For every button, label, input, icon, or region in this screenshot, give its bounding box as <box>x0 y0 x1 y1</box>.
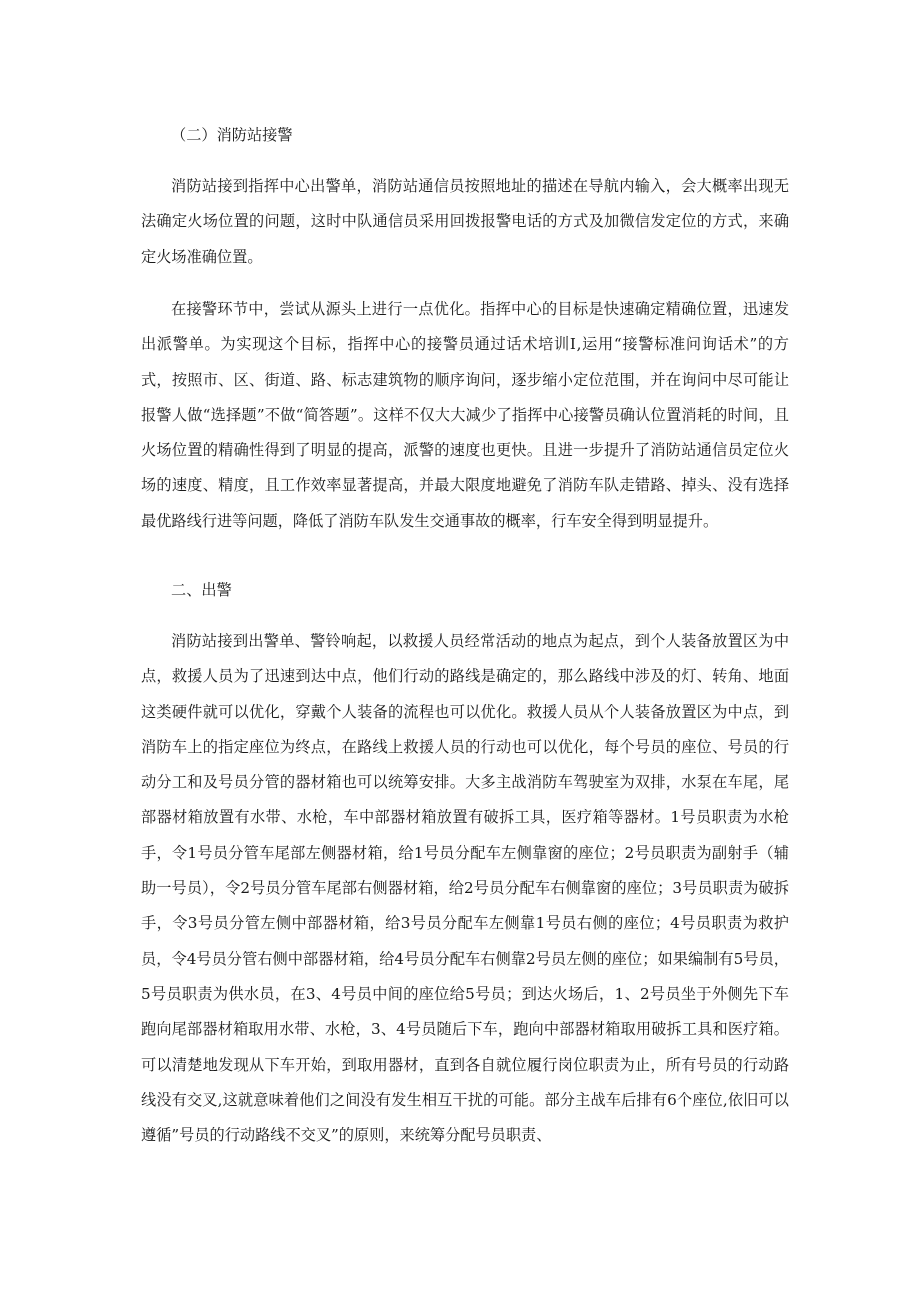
section-heading-fire-station-alarm: （二）消防站接警 <box>171 126 293 144</box>
paragraph-location-problem: 消防站接到指挥中心出警单，消防站通信员按照地址的描述在导航内输入，会大概率出现无法确定火场位置的问题，这时中队通信员采用回拨报警电话的方式及加微信发定位的方式，来确定火场准确位置。 <box>141 177 789 266</box>
paragraph-optimization: 在接警环节中，尝试从源头上进行一点优化。指挥中心的目标是快速确定精确位置，迅速发出派警单。为实现这个目标，指挥中心的接警员通过话术培训Ⅰ,运用“接警标准问询话术”的方式，按照市、区、街道、路、标志建筑物的顺序询问，逐步缩小定位范围，并在询问中尽可能让报警人做“选择题”不做“简答题”。这样不仅大大减少了指挥中心接警员确认位置消耗的时间，且火场位置的精确性得到了明显的提高，派警的速度也更快。且进一步提升了消防站通信员定位火场的速度、精度，且工作效率显著提高，并最大限度地避免了消防车队走错路、掉头、没有选择最优路线行进等问题，降低了消防车队发生交通事故的概率，行车安全得到明显提升。 <box>141 300 789 530</box>
paragraph-crew-roles: 消防站接到出警单、警铃响起，以救援人员经常活动的地点为起点，到个人装备放置区为中点，救援人员为了迅速到达中点，他们行动的路线是确定的，那么路线中涉及的灯、转角、地面这类硬件就可以优化，穿戴个人装备的流程也可以优化。救援人员从个人装备放置区为中点，到消防车上的指定座位为终点，在路线上救援人员的行动也可以优化，每个号员的座位、号员的行动分工和及号员分管的器材箱也可以统筹安排。大多主战消防车驾驶室为双排，水泵在车尾，尾部器材箱放置有水带、水枪，车中部器材箱放置有破拆工具，医疗箱等器材。1号员职责为水枪手，令1号员分管车尾部左侧器材箱，给1号员分配车左侧靠窗的座位；2号员职责为副射手（辅助一号员），令2号员分管车尾部右侧器材箱，给2号员分配车右侧靠窗的座位；3号员职责为破拆手，令3号员分管左侧中部器材箱，给3号员分配车左侧靠1号员右侧的座位；4号员职责为救护员，令4号员分管右侧中部器材箱，给4号员分配车右侧靠2号员左侧的座位；如果编制有5号员，5号员职责为供水员，在3、4号员中间的座位给5号员；到达火场后，1、2号员坐于外侧先下车跑向尾部器材箱取用水带、水枪，3、4号员随后下车，跑向中部器材箱取用破拆工具和医疗箱。可以清楚地发现从下车开始，到取用器材，直到各自就位履行岗位职责为止，所有号员的行动路线没有交叉,这就意味着他们之间没有发生相互干扰的可能。部分主战车后排有6个座位,依旧可以遵循”号员的行动路线不交叉”的原则，来统筹分配号员职责、 <box>141 632 789 1145</box>
section-heading-dispatch: 二、出警 <box>171 581 232 599</box>
